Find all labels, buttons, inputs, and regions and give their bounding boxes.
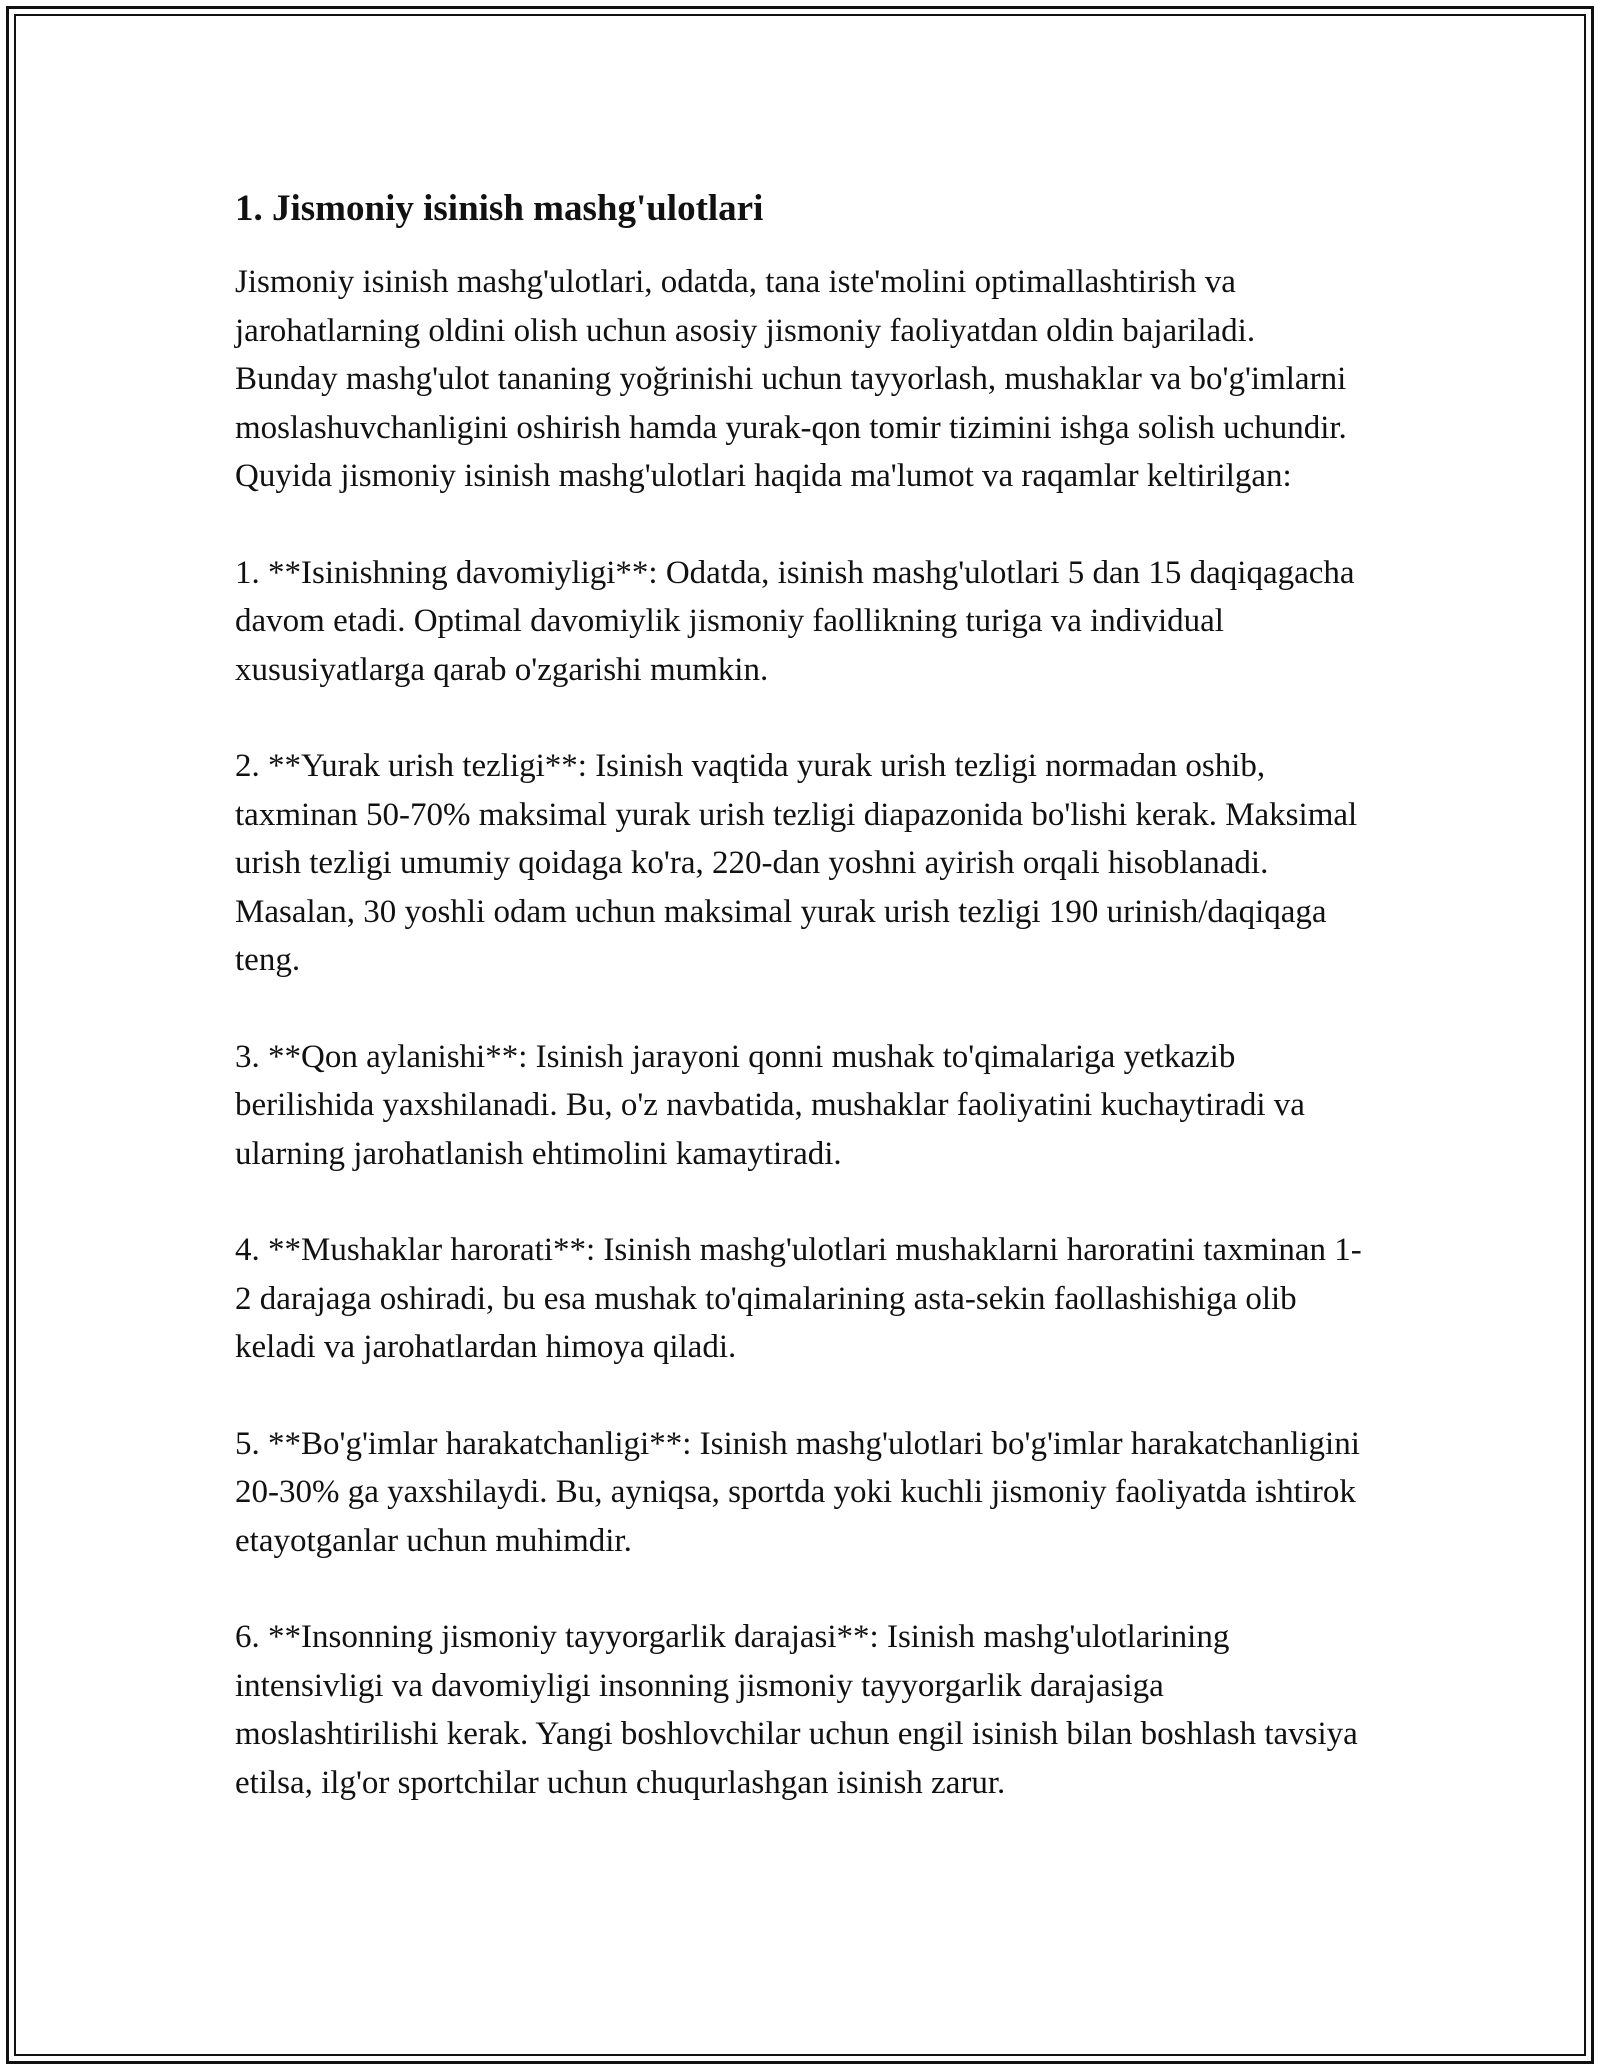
point-duration: 1. **Isinishning davomiyligi**: Odatda, isinish mashg'ulotlari 5 dan 15 daqiqagacha davom etadi. Optimal davomiylik jismoniy faollikning turiga va individual xususiyatlarga qarab o'zgarishi mumkin. xyxy=(235,554,1355,688)
section-heading: 1. Jismoniy isinish mashg'ulotlari xyxy=(235,188,764,229)
point-muscle-temperature: 4. **Mushaklar harorati**: Isinish mashg'ulotlari mushaklarni haroratini taxminan 1-2 darajaga oshiradi, bu esa mushak to'qimalarining asta-sekin faollashishiga olib keladi va jarohatlardan himoya qiladi. xyxy=(235,1232,1362,1366)
point-joint-mobility: 5. **Bo'g'imlar harakatchanligi**: Isinish mashg'ulotlari bo'g'imlar harakatchanligini 20-30% ga yaxshilaydi. Bu, ayniqsa, sportda yoki kuchli jismoniy faoliyatda ishtirok etayotganlar uchun muhimdir. xyxy=(235,1425,1360,1559)
document-body xyxy=(235,186,1365,1855)
point-fitness-level: 6. **Insonning jismoniy tayyorgarlik darajasi**: Isinish mashg'ulotlarining intensivligi va davomiyligi insonning jismoniy tayyorgarlik darajasiga moslashtirilishi kerak. Yangi boshlovchilar uchun engil isinish bilan boshlash tavsiya etilsa, ilg'or sportchilar uchun chuqurlashgan isinish zarur. xyxy=(235,1619,1358,1801)
point-blood-circulation: 3. **Qon aylanishi**: Isinish jarayoni qonni mushak to'qimalariga yetkazib berilishida yaxshilanadi. Bu, o'z navbatida, mushaklar faoliyatini kuchaytiradi va ularning jarohatlanish ehtimolini kamaytiradi. xyxy=(235,1038,1305,1172)
point-heart-rate: 2. **Yurak urish tezligi**: Isinish vaqtida yurak urish tezligi normadan oshib, taxminan 50-70% maksimal yurak urish tezligi diapazonida bo'lishi kerak. Maksimal urish tezligi umumiy qoidaga ko'ra, 220-dan yoshni ayirish orqali hisoblanadi. Masalan, 30 yoshli odam uchun maksimal yurak urish tezligi 190 urinish/daqiqaga teng. xyxy=(235,748,1358,979)
intro-paragraph: Jismoniy isinish mashg'ulotlari, odatda, tana iste'molini optimallashtirish va jarohatlarning oldini olish uchun asosiy jismoniy faoliyatdan oldin bajariladi. Bunday mashg'ulot tananing yoğrinishi uchun tayyorlash, mushaklar va bo'g'imlarni moslashuvchanligini oshirish hamda yurak-qon tomir tizimini ishga solish uchundir. Quyida jismoniy isinish mashg'ulotlari haqida ma'lumot va raqamlar keltirilgan: xyxy=(235,264,1347,495)
